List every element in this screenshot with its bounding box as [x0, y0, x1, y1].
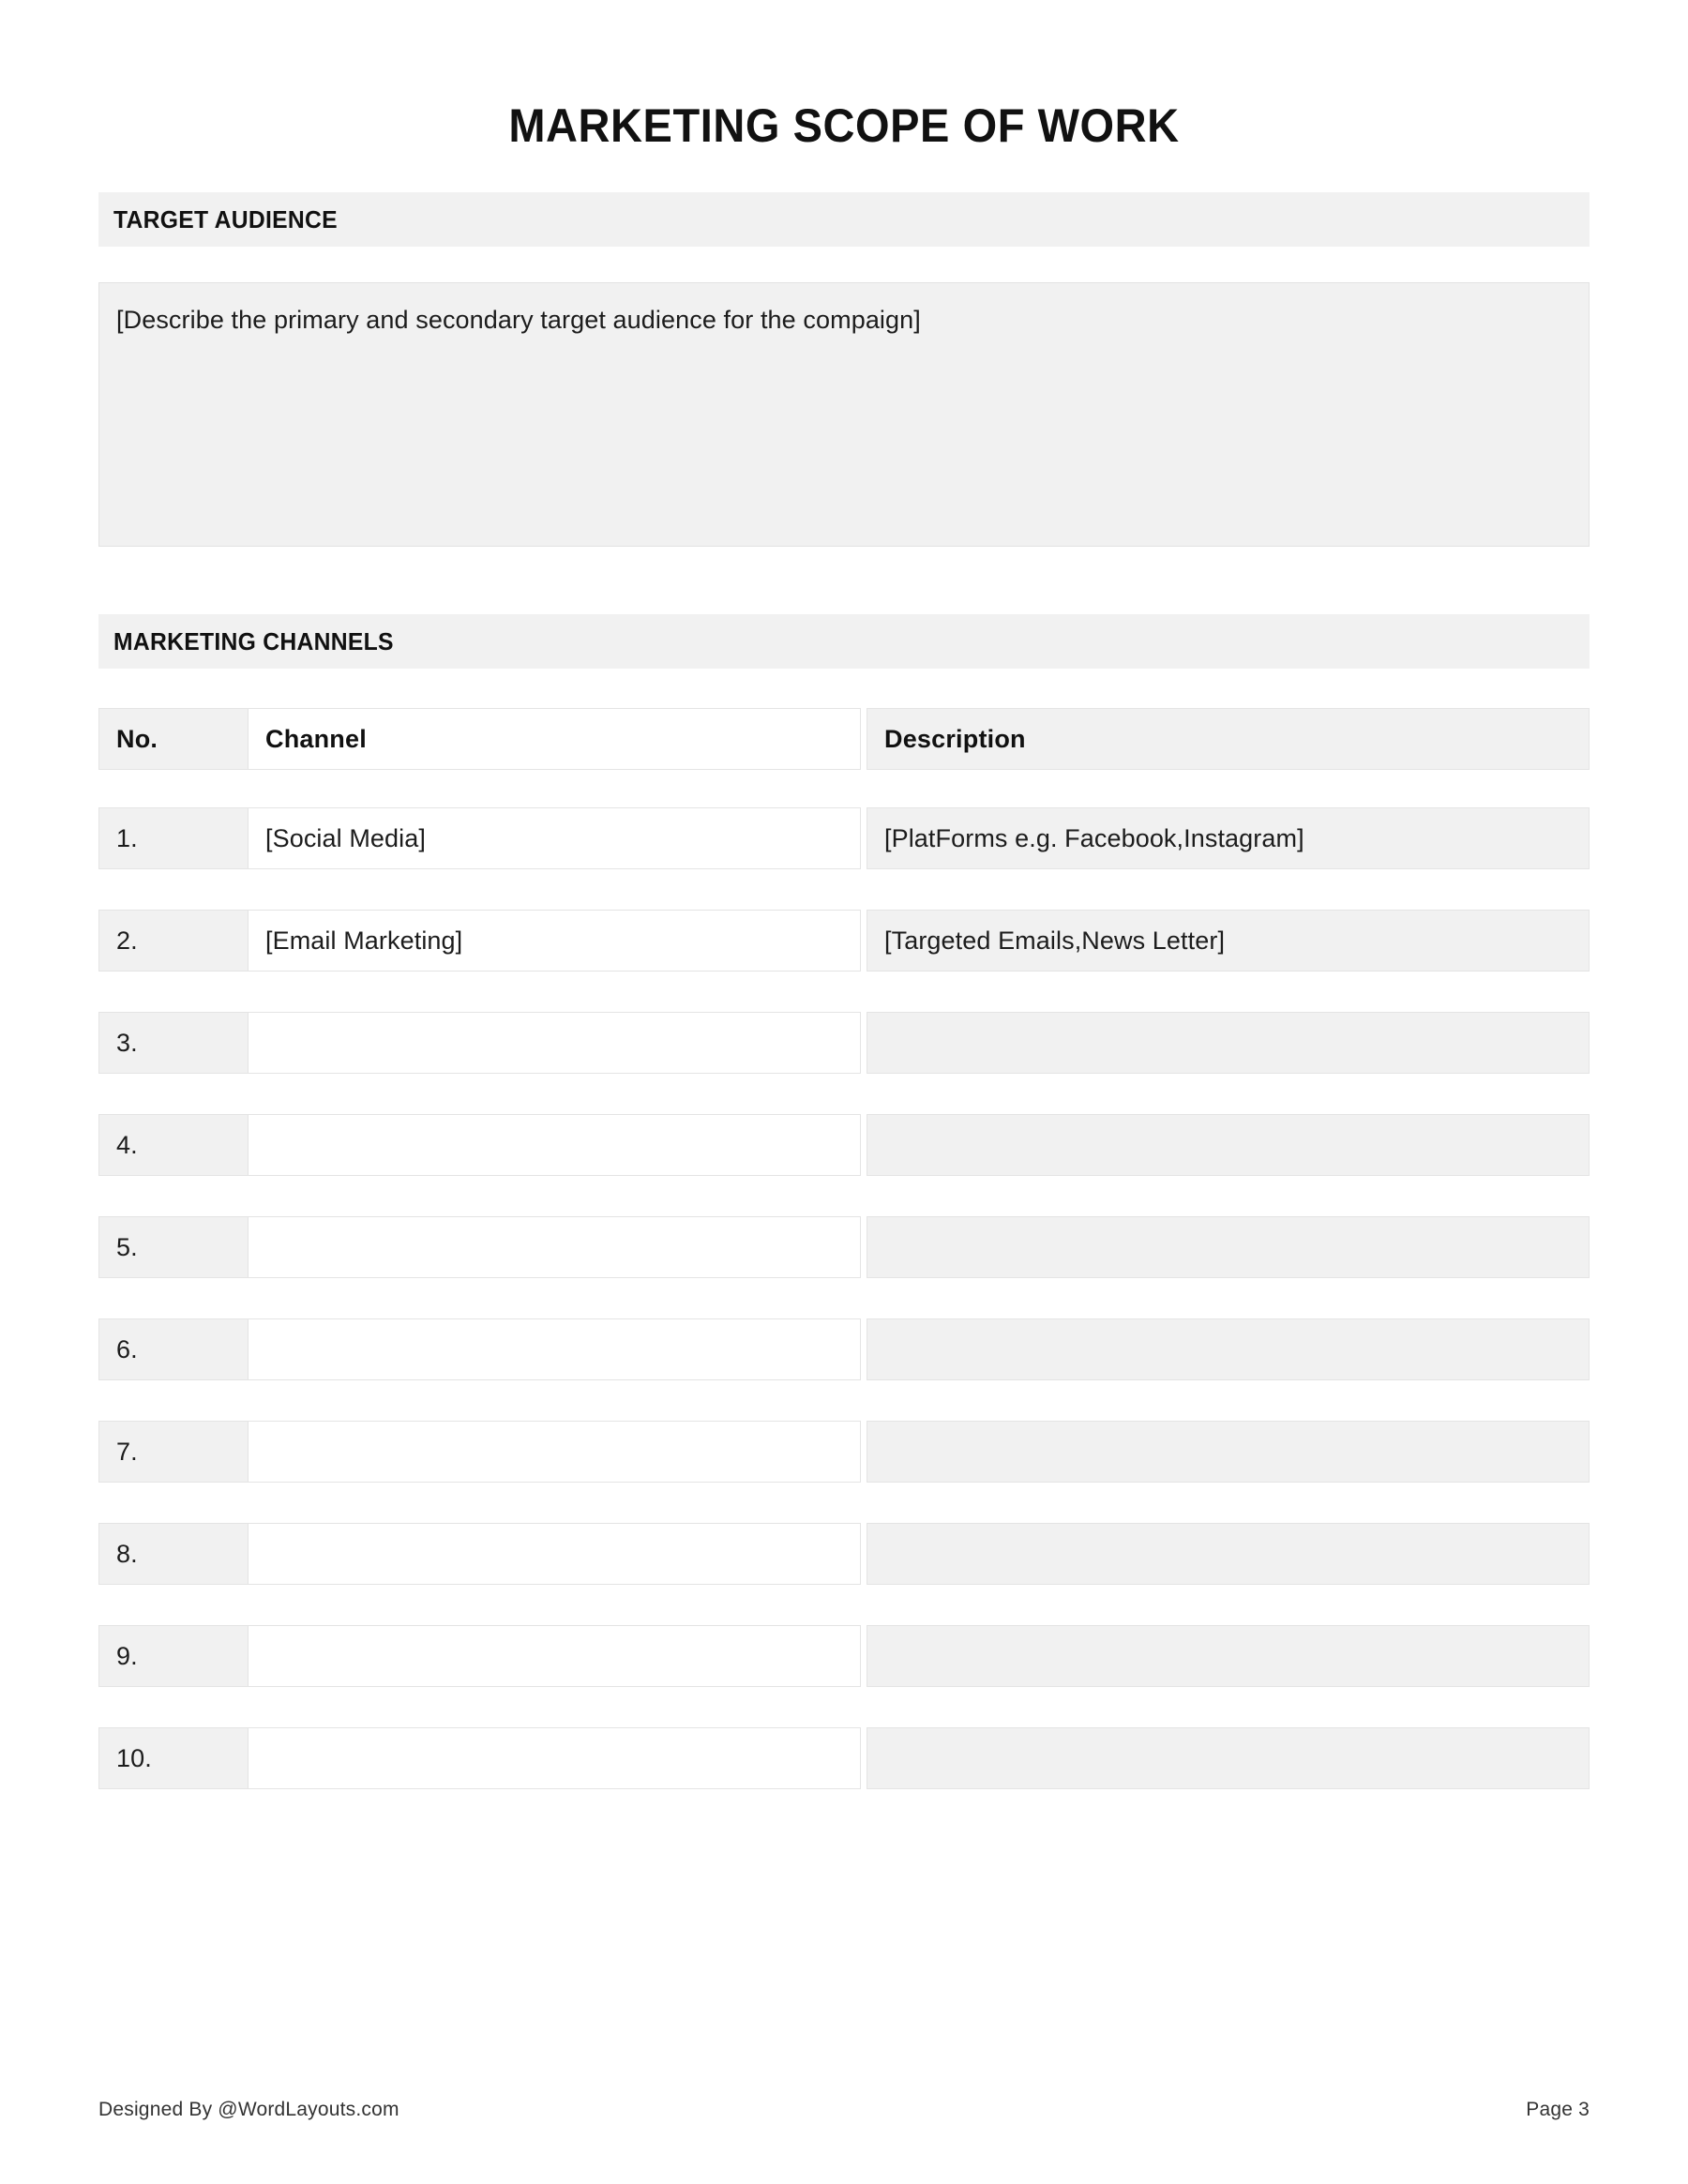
footer-page-number: Page 3 [1526, 2099, 1590, 2120]
row-number: 9. [98, 1625, 249, 1687]
description-input[interactable] [867, 1625, 1590, 1687]
page-footer [98, 2099, 1590, 2121]
table-row [98, 1012, 1590, 1074]
row-number: 4. [98, 1114, 249, 1176]
channel-input[interactable]: [Email Marketing] [248, 910, 861, 972]
section-header-target-audience-label: TARGET AUDIENCE [113, 204, 338, 233]
row-number: 1. [98, 807, 249, 869]
table-row [98, 807, 1590, 869]
description-input[interactable] [867, 1523, 1590, 1585]
table-row [98, 1625, 1590, 1687]
row-number: 10. [98, 1727, 249, 1789]
channel-input[interactable] [248, 1625, 861, 1687]
footer-credit: Designed By @WordLayouts.com [98, 2099, 399, 2120]
description-input[interactable] [867, 1727, 1590, 1789]
table-row [98, 910, 1590, 972]
description-input[interactable]: [PlatForms e.g. Facebook,Instagram] [867, 807, 1590, 869]
channel-input[interactable] [248, 1216, 861, 1278]
channel-input[interactable]: [Social Media] [248, 807, 861, 869]
table-row [98, 1216, 1590, 1278]
table-row [98, 1421, 1590, 1483]
description-input[interactable]: [Targeted Emails,News Letter] [867, 910, 1590, 972]
channel-input[interactable] [248, 1523, 861, 1585]
channel-input[interactable] [248, 1421, 861, 1483]
row-number: 8. [98, 1523, 249, 1585]
channel-input[interactable] [248, 1727, 861, 1789]
target-audience-placeholder: [Describe the primary and secondary target audience for the compaign] [116, 306, 921, 334]
description-input[interactable] [867, 1421, 1590, 1483]
table-row [98, 1318, 1590, 1380]
description-input[interactable] [867, 1114, 1590, 1176]
column-header-no: No. [98, 708, 249, 770]
row-number: 3. [98, 1012, 249, 1074]
column-header-description: Description [867, 708, 1590, 770]
page-content [98, 0, 1590, 1830]
description-input[interactable] [867, 1216, 1590, 1278]
target-audience-input[interactable] [98, 282, 1590, 547]
channel-input[interactable] [248, 1114, 861, 1176]
row-number: 2. [98, 910, 249, 972]
table-row [98, 1114, 1590, 1176]
page-title: MARKETING SCOPE OF WORK [508, 99, 1180, 152]
table-row [98, 1523, 1590, 1585]
description-input[interactable] [867, 1012, 1590, 1074]
channel-input[interactable] [248, 1318, 861, 1380]
table-row [98, 1727, 1590, 1789]
marketing-channels-table [98, 708, 1590, 1789]
section-header-marketing-channels [98, 614, 1590, 669]
row-number: 6. [98, 1318, 249, 1380]
section-header-target-audience [98, 192, 1590, 247]
column-header-channel: Channel [248, 708, 861, 770]
section-header-marketing-channels-label: MARKETING CHANNELS [113, 626, 394, 655]
channel-input[interactable] [248, 1012, 861, 1074]
table-header-row [98, 708, 1590, 770]
description-input[interactable] [867, 1318, 1590, 1380]
row-number: 5. [98, 1216, 249, 1278]
row-number: 7. [98, 1421, 249, 1483]
